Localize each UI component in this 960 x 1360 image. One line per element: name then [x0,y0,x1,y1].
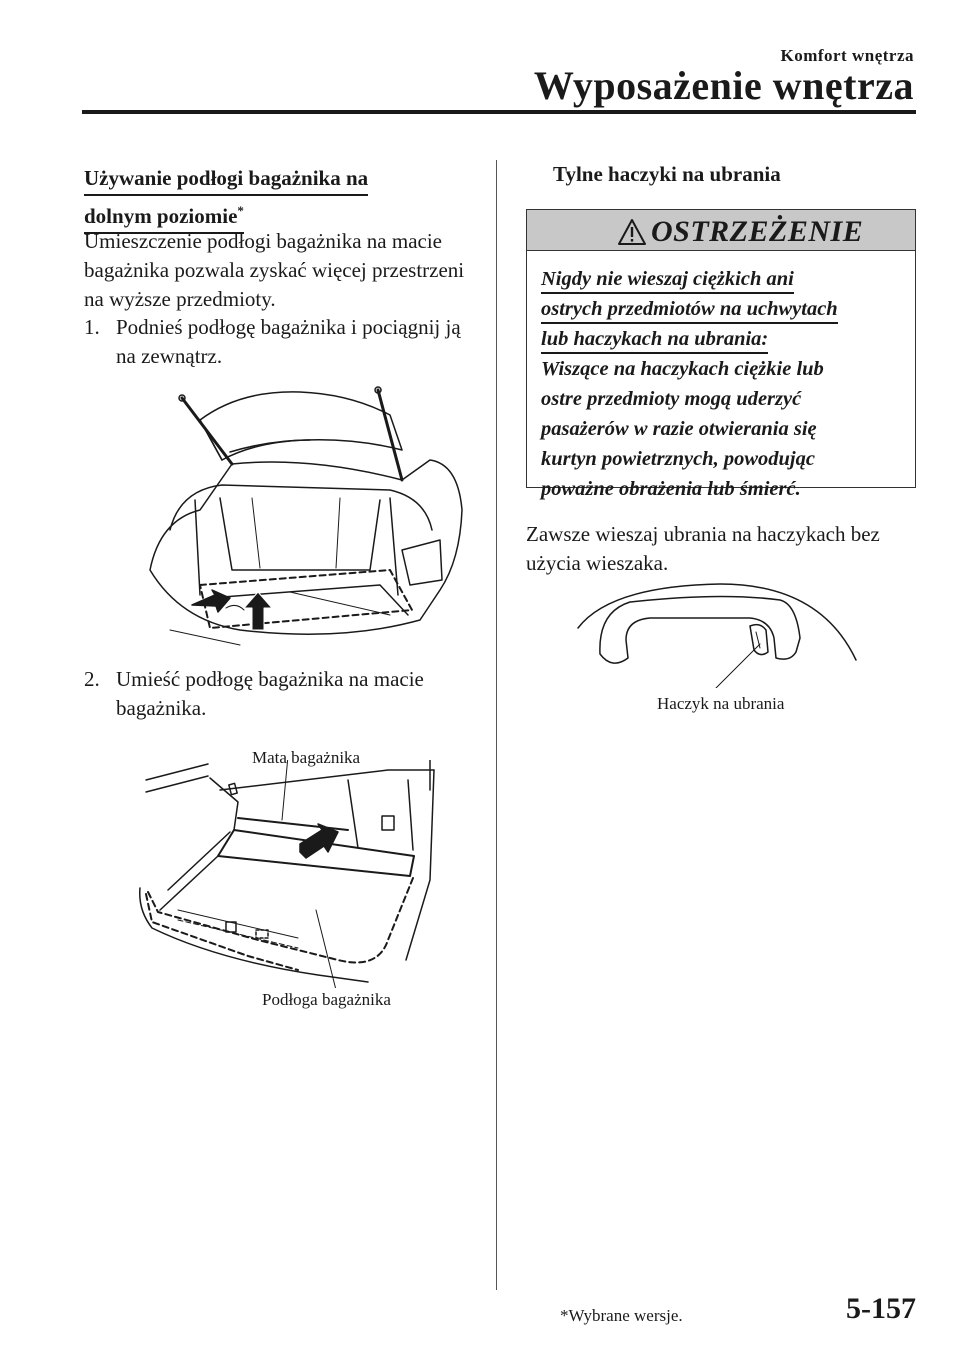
step-text: Umieść podłogę bagażnika na macie bagażnika. [116,667,424,720]
intro-paragraph: Umieszczenie podłogi bagażnika na macie bagażnika pozwala zyskać więcej przestrzeni na wyższe przedmioty. [84,229,465,311]
section-title-line1: Używanie podłogi bagażnika na [84,163,368,196]
warning-title: OSTRZEŻENIE [651,215,864,248]
step-text: Podnieś podłogę bagażnika i pociągnij ją na zewnątrz. [116,315,461,368]
section-title-lower-floor [84,163,368,234]
figure-lift-floor [140,380,470,650]
warning-body-line: poważne obrażenia lub śmierć. [541,478,801,500]
warning-body-line: ostre przedmioty mogą uderzyć [541,388,802,410]
figure-floor-on-mat [138,760,448,988]
label-trunk-mat: Mata bagażnika [252,748,361,767]
section-title-line2: dolnym poziomie [84,204,238,228]
warning-header [527,210,915,251]
footer-note: *Wybrane wersje. [560,1306,683,1325]
warning-box [526,209,916,500]
warning-triangle-icon [617,218,647,246]
warning-lead-line: lub haczykach na ubrania: [541,326,768,354]
warning-lead-line: ostrych przedmiotów na uchwytach [541,296,838,324]
hook-usage-paragraph: Zawsze wieszaj ubrania na haczykach bez użycia wieszaka. [526,522,880,575]
optional-mark: * [237,203,244,218]
header-rule [82,110,916,114]
warning-lead-line: Nigdy nie wieszaj ciężkich ani [541,266,794,294]
page-number: 5-157 [846,1292,916,1325]
label-trunk-floor: Podłoga bagażnika [262,990,391,1009]
figure-coat-hook [570,578,870,688]
label-coat-hook: Haczyk na ubrania [657,694,785,713]
column-divider [496,160,497,1290]
step-number: 1. [84,315,100,339]
step-number: 2. [84,667,100,691]
warning-body-line: kurtyn powietrznych, powodując [541,448,815,470]
section-title-coat-hooks: Tylne haczyki na ubrania [553,162,781,186]
warning-body-line: pasażerów w razie otwierania się [541,418,817,440]
step-2 [84,665,484,723]
warning-body-line: Wiszące na haczykach ciężkie lub [541,358,824,380]
chapter-subtitle: Komfort wnętrza [780,46,914,65]
step-1 [84,313,484,371]
chapter-title: Wyposażenie wnętrza [533,63,914,108]
warning-text [541,264,901,504]
